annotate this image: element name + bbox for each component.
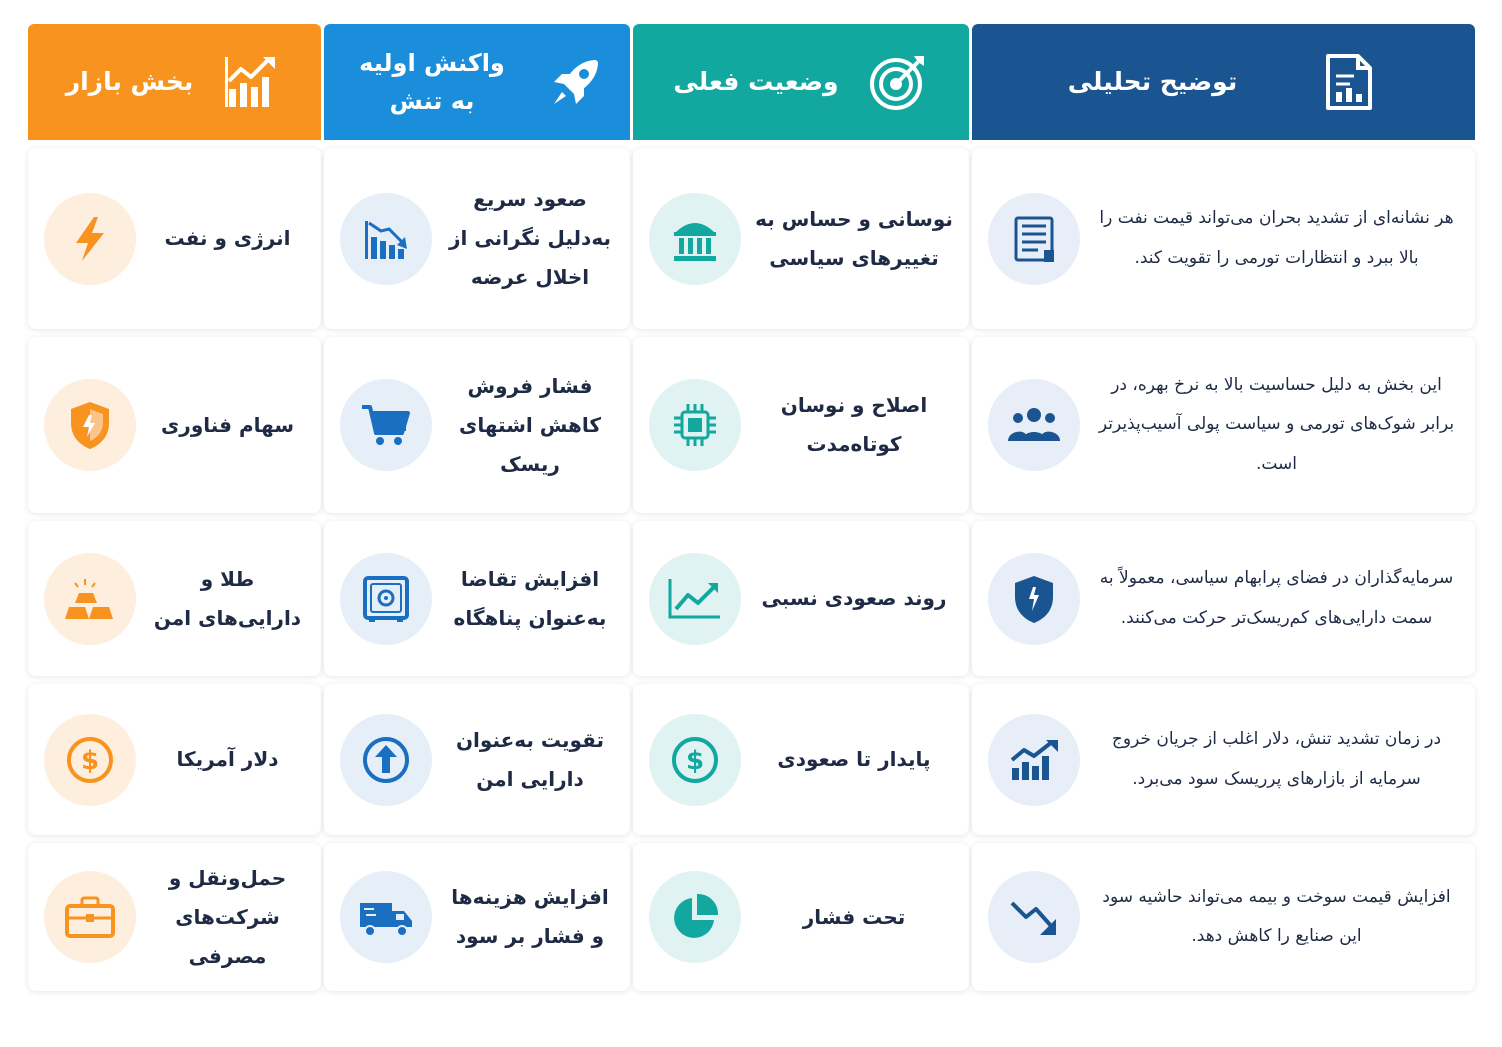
gold-bars-icon — [44, 553, 136, 645]
status-label: روند صعودی نسبی — [761, 586, 947, 610]
row-5-status — [633, 843, 969, 991]
header-sector-label: بخش بازار — [65, 67, 194, 96]
bar-chart-up-icon — [221, 51, 283, 113]
header-reaction — [324, 24, 630, 140]
pie-chart-icon — [649, 871, 741, 963]
header-reaction-label: واکنش اولیه به تنش — [359, 48, 505, 115]
row-5-sector — [28, 843, 321, 991]
briefcase-icon — [44, 871, 136, 963]
reaction-label: افزایش تقاضا به‌عنوان پناهگاه — [453, 566, 607, 630]
description-text: در زمان تشدید تنش، دلار اغلب از جریان خروج سرمایه از بازارهای پرریسک سود می‌برد. — [1111, 729, 1442, 789]
reaction-label: فشار فروش کاهش اشتهای ریسک — [459, 373, 601, 476]
row-2-status — [633, 337, 969, 513]
safe-icon — [340, 553, 432, 645]
cart-icon — [340, 379, 432, 471]
row-1-reaction — [324, 148, 630, 329]
header-description — [972, 24, 1475, 140]
document-list-icon — [988, 193, 1080, 285]
row-4-status — [633, 684, 969, 835]
header-status-label: وضعیت فعلی — [673, 67, 839, 96]
market-table — [28, 24, 1474, 1009]
arrow-up-circle-icon — [340, 714, 432, 806]
description-text: هر نشانه‌ای از تشدید بحران می‌تواند قیمت نفت را بالا ببرد و انتظارات تورمی را تقویت کند. — [1099, 208, 1454, 268]
svg-text:$: $ — [685, 745, 705, 776]
header-sector — [28, 24, 321, 140]
bar-chart-down-icon — [340, 193, 432, 285]
sector-label: حمل‌ونقل و شرکت‌های مصرفی — [168, 865, 287, 968]
description-text: این بخش به دلیل حساسیت بالا به نرخ بهره، در برابر شوک‌های تورمی و سیاست پولی آسیب‌پذیرتر است. — [1098, 375, 1455, 474]
sector-label: دلار آمریکا — [176, 747, 279, 771]
row-5-description — [972, 843, 1475, 991]
status-label: اصلاح و نوسان کوتاه‌مدت — [780, 393, 928, 456]
sector-label: طلا و دارایی‌های امن — [153, 566, 302, 630]
dollar-coin-icon — [44, 714, 136, 806]
description-text: سرمایه‌گذاران در فضای پرابهام سیاسی، معمولاً به سمت دارایی‌های کم‌ریسک‌تر حرکت می‌کنند. — [1099, 568, 1454, 628]
trend-up-icon — [649, 553, 741, 645]
svg-text:$: $ — [80, 745, 100, 776]
row-3-sector — [28, 521, 321, 676]
header-status — [633, 24, 969, 140]
row-2-reaction — [324, 337, 630, 513]
row-2-description — [972, 337, 1475, 513]
lightning-icon — [44, 193, 136, 285]
description-text: افزایش قیمت سوخت و بیمه می‌تواند حاشیه سود این صنایع را کاهش دهد. — [1102, 886, 1451, 946]
status-label: تحت فشار — [802, 904, 906, 929]
reaction-label: افزایش هزینه‌ها و فشار بر سود — [451, 885, 609, 948]
dollar-coin-icon — [649, 714, 741, 806]
target-icon — [867, 51, 929, 113]
sector-label: انرژی و نفت — [164, 226, 291, 250]
growth-chart-icon — [988, 714, 1080, 806]
bank-building-icon — [649, 193, 741, 285]
row-4-reaction — [324, 684, 630, 835]
report-document-icon — [1317, 51, 1379, 113]
truck-icon — [340, 871, 432, 963]
shield-icon — [44, 379, 136, 471]
reaction-label: تقویت به‌عنوان دارایی امن — [455, 727, 605, 791]
header-description-label: توضیح تحلیلی — [1067, 67, 1238, 96]
row-2-sector — [28, 337, 321, 513]
reaction-label: صعود سریع به‌دلیل نگرانی از اخلال عرضه — [449, 187, 611, 289]
row-4-sector — [28, 684, 321, 835]
row-1-description — [972, 148, 1475, 329]
users-icon — [988, 379, 1080, 471]
trend-down-icon — [988, 871, 1080, 963]
row-1-sector — [28, 148, 321, 329]
row-4-description — [972, 684, 1475, 835]
shield-icon — [988, 553, 1080, 645]
chip-icon — [649, 379, 741, 471]
sector-label: سهام فناوری — [160, 412, 295, 437]
status-label: نوسانی و حساس به تغییرهای سیاسی — [755, 206, 953, 270]
row-3-reaction — [324, 521, 630, 676]
status-label: پایدار تا صعودی — [777, 747, 931, 771]
row-3-description — [972, 521, 1475, 676]
row-3-status — [633, 521, 969, 676]
row-1-status — [633, 148, 969, 329]
rocket-icon — [545, 51, 607, 113]
row-5-reaction — [324, 843, 630, 991]
